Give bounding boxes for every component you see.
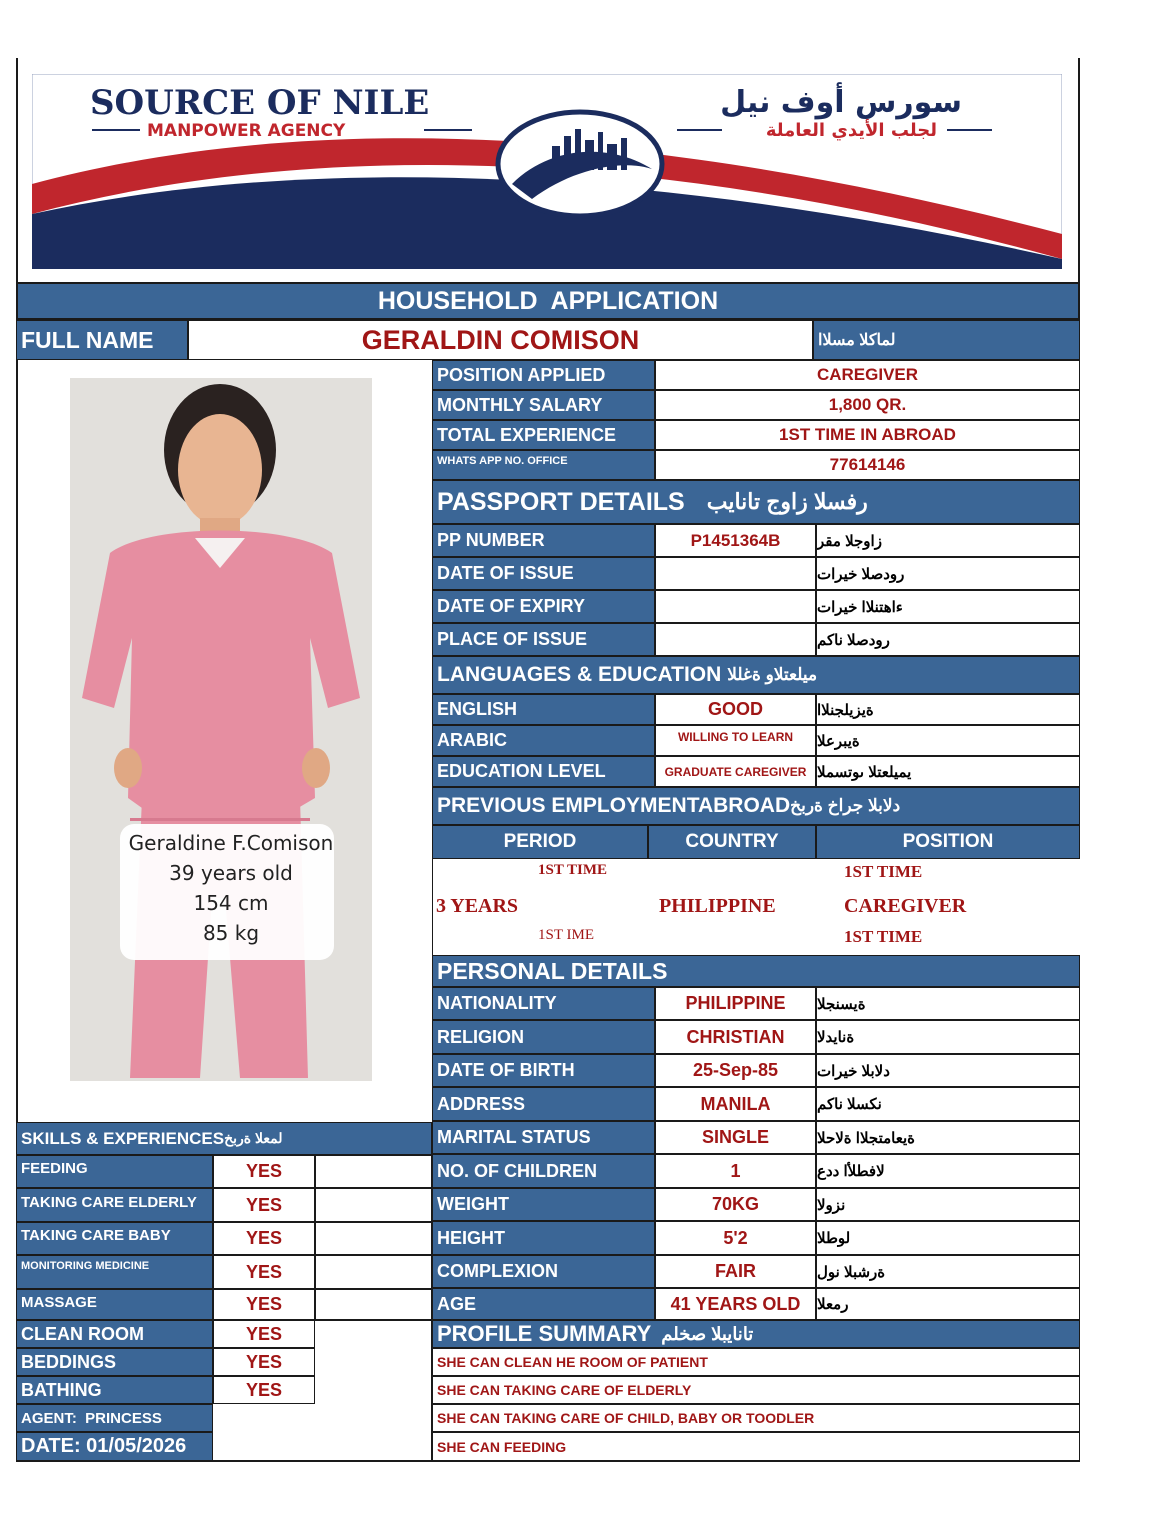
applicant-photo xyxy=(70,378,372,1081)
prev-row1-period: 1ST TIME xyxy=(538,862,608,878)
skill-massage-label: MASSAGE xyxy=(16,1289,213,1320)
date-label: DATE: 01/05/2026 xyxy=(16,1432,213,1461)
skills-title-ar: لمعلا ةربخ xyxy=(224,1130,283,1146)
prev-row1-position: 1ST TIME xyxy=(844,862,923,881)
full-name-label: FULL NAME xyxy=(16,320,188,360)
skill-elderly-extra xyxy=(315,1188,432,1222)
whatsapp-label: WHATS APP NO. OFFICE xyxy=(432,450,655,480)
agent-label: AGENT: PRINCESS xyxy=(16,1404,213,1432)
place-of-issue-label: PLACE OF ISSUE xyxy=(432,623,655,656)
religion-label-ar: ةنايدلا xyxy=(816,1020,1080,1054)
english-label-ar: ةيزيلجنلاا xyxy=(816,694,1080,725)
prev-row3-period: 1ST IME xyxy=(538,927,594,943)
arabic-label-ar: ةيبرعلا xyxy=(816,725,1080,756)
logo-name-en: SOURCE OF NILE xyxy=(90,83,430,123)
skill-elderly-value: YES xyxy=(213,1188,315,1222)
date-of-issue-label: DATE OF ISSUE xyxy=(432,557,655,590)
nationality-label: NATIONALITY xyxy=(432,987,655,1020)
date-of-issue-label-ar: رودصلا خيرات xyxy=(816,557,1080,590)
age-label: AGE xyxy=(432,1288,655,1320)
personal-section-header xyxy=(432,955,1080,987)
monthly-salary-value: 1,800 QR. xyxy=(655,390,1080,420)
arabic-label: ARABIC xyxy=(432,725,655,756)
personal-title: PERSONAL DETAILS xyxy=(437,957,668,984)
photo-caption xyxy=(120,828,342,948)
whatsapp-value: 77614146 xyxy=(655,450,1080,480)
nationality-label-ar: ةيسنجلا xyxy=(816,987,1080,1020)
languages-title-ar: ميلعتلاو ةغللا xyxy=(727,665,818,684)
height-label: HEIGHT xyxy=(432,1221,655,1255)
languages-title: LANGUAGES & EDUCATION xyxy=(437,663,722,686)
pp-number-label-ar: زاوجلا مقر xyxy=(816,524,1080,557)
age-label-ar: رمعلا xyxy=(816,1288,1080,1320)
place-of-issue-label-ar: رودصلا ناكم xyxy=(816,623,1080,656)
skill-feeding-extra xyxy=(315,1155,432,1188)
complexion-label: COMPLEXION xyxy=(432,1255,655,1288)
logo-banner xyxy=(32,74,1062,269)
pp-number-label: PP NUMBER xyxy=(432,524,655,557)
previous-section-header xyxy=(432,787,1080,825)
languages-section-header xyxy=(432,656,1080,694)
profile-title: PROFILE SUMMARY xyxy=(437,1321,652,1346)
height-value: 5'2 xyxy=(655,1221,816,1255)
date-of-expiry-label: DATE OF EXPIRY xyxy=(432,590,655,623)
full-name-value: GERALDIN COMISON xyxy=(188,320,813,360)
complexion-value: FAIR xyxy=(655,1255,816,1288)
profile-title-ar: تانايبلا صخلم xyxy=(661,1323,754,1344)
skill-feeding-value: YES xyxy=(213,1155,315,1188)
prev-row2-country: PHILIPPINE xyxy=(659,895,776,917)
children-label: NO. OF CHILDREN xyxy=(432,1154,655,1188)
total-experience-label: TOTAL EXPERIENCE xyxy=(432,420,655,450)
skill-massage-extra xyxy=(315,1289,432,1320)
form-bottom-border xyxy=(16,1460,1080,1462)
skills-section-header xyxy=(16,1122,432,1155)
skill-massage-value: YES xyxy=(213,1289,315,1320)
skill-baby-label: TAKING CARE BABY xyxy=(16,1222,213,1255)
date-of-birth-value: 25-Sep-85 xyxy=(655,1054,816,1087)
education-level-value: GRADUATE CAREGIVER xyxy=(655,756,816,787)
form-title-bar xyxy=(16,282,1080,320)
date-of-birth-label: DATE OF BIRTH xyxy=(432,1054,655,1087)
profile-line-2: SHE CAN TAKING CARE OF ELDERLY xyxy=(432,1376,1080,1404)
nationality-value: PHILIPPINE xyxy=(655,987,816,1020)
english-label: ENGLISH xyxy=(432,694,655,725)
address-label-ar: نكسلا ناكم xyxy=(816,1087,1080,1121)
skill-beddings-label: BEDDINGS xyxy=(16,1348,213,1376)
form-title: HOUSEHOLD APPLICATION xyxy=(377,286,719,315)
children-value: 1 xyxy=(655,1154,816,1188)
logo-sub-en: MANPOWER AGENCY xyxy=(147,121,346,141)
address-label: ADDRESS xyxy=(432,1087,655,1121)
previous-title: PREVIOUS EMPLOYMENTABROAD xyxy=(437,794,791,817)
profile-line-1: SHE CAN CLEAN HE ROOM OF PATIENT xyxy=(432,1348,1080,1376)
religion-label: RELIGION xyxy=(432,1020,655,1054)
date-of-birth-label-ar: دلابلا خيرات xyxy=(816,1054,1080,1087)
country-header: COUNTRY xyxy=(648,825,816,859)
profile-line-3: SHE CAN TAKING CARE OF CHILD, BABY OR TOODLER xyxy=(432,1404,1080,1432)
position-header: POSITION xyxy=(816,825,1080,859)
skill-clean-room-value: YES xyxy=(213,1320,315,1348)
children-label-ar: لافطلأا ددع xyxy=(816,1154,1080,1188)
passport-section-header xyxy=(432,480,1080,524)
skill-baby-extra xyxy=(315,1222,432,1255)
weight-label-ar: نزولا xyxy=(816,1188,1080,1221)
skill-baby-value: YES xyxy=(213,1222,315,1255)
total-experience-value: 1ST TIME IN ABROAD xyxy=(655,420,1080,450)
place-of-issue-value xyxy=(655,623,816,656)
skill-bathing-value: YES xyxy=(213,1376,315,1404)
skill-beddings-value: YES xyxy=(213,1348,315,1376)
skill-elderly-label: TAKING CARE ELDERLY xyxy=(16,1188,213,1222)
caption-height: 154 cm xyxy=(193,891,269,915)
skill-medicine-value: YES xyxy=(213,1255,315,1289)
skill-bathing-label: BATHING xyxy=(16,1376,213,1404)
education-level-label: EDUCATION LEVEL xyxy=(432,756,655,787)
previous-title-ar: دلابلا جراخ ةربخ xyxy=(790,796,901,815)
date-of-expiry-label-ar: ءاهتنلاا خيرات xyxy=(816,590,1080,623)
skill-clean-room-label: CLEAN ROOM xyxy=(16,1320,213,1348)
agent-blank-area xyxy=(213,1404,432,1461)
position-applied-value: CAREGIVER xyxy=(655,360,1080,390)
period-header: PERIOD xyxy=(432,825,648,859)
date-of-expiry-value xyxy=(655,590,816,623)
complexion-label-ar: ةرشبلا نول xyxy=(816,1255,1080,1288)
marital-status-value: SINGLE xyxy=(655,1121,816,1154)
caption-name: Geraldine F.Comison xyxy=(128,831,334,855)
full-name-label-ar: لماكلا مسلاا xyxy=(813,320,1080,360)
profile-line-4: SHE CAN FEEDING xyxy=(432,1432,1080,1461)
passport-title-ar: رفسلا زاوج تانايب xyxy=(706,489,868,514)
logo-name-ar: سورس أوف نيل xyxy=(720,85,962,120)
caption-weight: 85 kg xyxy=(202,921,260,945)
skill-medicine-label: MONITORING MEDICINE xyxy=(16,1255,213,1289)
marital-status-label: MARITAL STATUS xyxy=(432,1121,655,1154)
english-value: GOOD xyxy=(655,694,816,725)
pp-number-value: P1451364B xyxy=(655,524,816,557)
date-of-issue-value xyxy=(655,557,816,590)
address-value: MANILA xyxy=(655,1087,816,1121)
weight-label: WEIGHT xyxy=(432,1188,655,1221)
weight-value: 70KG xyxy=(655,1188,816,1221)
religion-value: CHRISTIAN xyxy=(655,1020,816,1054)
arabic-value: WILLING TO LEARN xyxy=(655,725,816,756)
age-value: 41 YEARS OLD xyxy=(655,1288,816,1320)
logo-sub-ar: لجلب الأيدي العاملة xyxy=(765,120,937,141)
prev-row3-position: 1ST TIME xyxy=(844,927,923,946)
height-label-ar: لوطلا xyxy=(816,1221,1080,1255)
skill-feeding-label: FEEDING xyxy=(16,1155,213,1188)
profile-section-header xyxy=(432,1320,1080,1348)
caption-age: 39 years old xyxy=(169,861,293,885)
skills-title: SKILLS & EXPERIENCES xyxy=(21,1128,225,1148)
prev-row2-position: CAREGIVER xyxy=(844,895,967,917)
skill-medicine-extra xyxy=(315,1255,432,1289)
prev-row2-period: 3 YEARS xyxy=(436,895,519,917)
marital-status-label-ar: ةيعامتجلاا ةلاحلا xyxy=(816,1121,1080,1154)
position-applied-label: POSITION APPLIED xyxy=(432,360,655,390)
passport-title: PASSPORT DETAILS xyxy=(437,487,685,516)
education-level-label-ar: يميلعتلا ىوتسملا xyxy=(816,756,1080,787)
monthly-salary-label: MONTHLY SALARY xyxy=(432,390,655,420)
